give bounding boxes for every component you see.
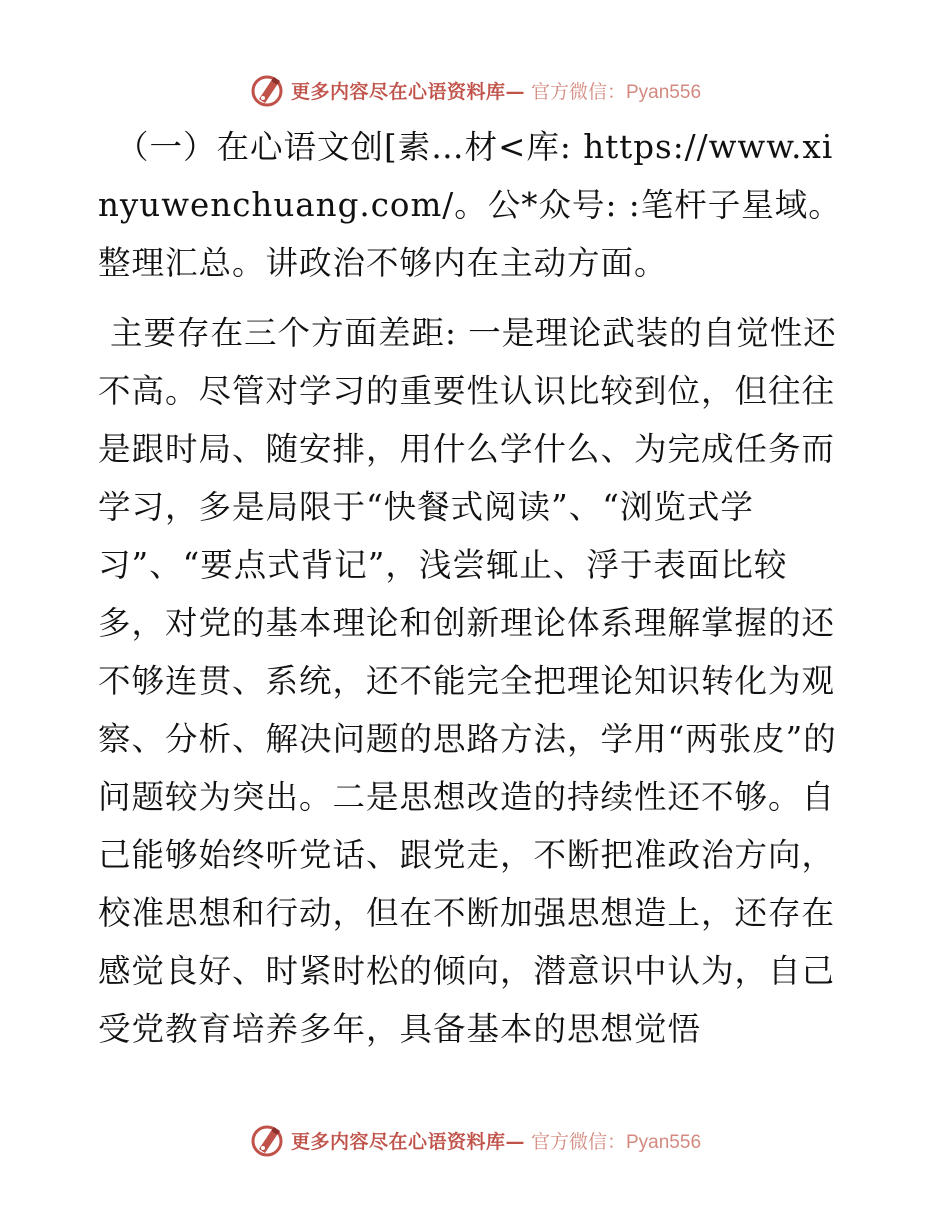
paragraph: （一）在心语文创[素…材<库: https://www.xinyuwenchuang.com/。公*众号: :笔杆子星域。整理汇总。讲政治不够内在主动方面。 — [98, 128, 842, 282]
watermark-header — [0, 70, 950, 110]
pen-nib-logo-icon — [249, 1122, 285, 1158]
watermark-footer — [0, 1120, 950, 1160]
watermark-contact-text: 官方微信：Pyan556 — [531, 1131, 702, 1153]
paragraph: 主要存在三个方面差距: 一是理论武装的自觉性还不高。尽管对学习的重要性认识比较到位，但往往是跟时局、随安排，用什么学什么、为完成任务而学习，多是局限于“快餐式阅读”、“浏览式学习”、“要点式背记”，浅尝辄止、浮于表面比较多，对党的基本理论和创新理论体系理解掌握的还不够连贯、系统，还不能完全把理论知识转化为观察、分析、解决问题的思路方法，学用“两张皮”的问题较为突出。二是思想改造的持续性还不够。自己能够始终听党话、跟党走，不断把准政治方向，校准思想和行动，但在不断加强思想造上，还存在感觉良好、时紧时松的倾向，潜意识中认为，自己受党教育培养多年，具备基本的思想觉悟 — [98, 314, 837, 1048]
document-body — [98, 118, 848, 1058]
watermark-contact-text: 官方微信：Pyan556 — [531, 81, 702, 103]
pen-nib-logo-icon — [249, 72, 285, 108]
watermark-brand-text: 更多内容尽在心语资料库— — [290, 1130, 525, 1153]
watermark-brand-text: 更多内容尽在心语资料库— — [290, 80, 525, 103]
